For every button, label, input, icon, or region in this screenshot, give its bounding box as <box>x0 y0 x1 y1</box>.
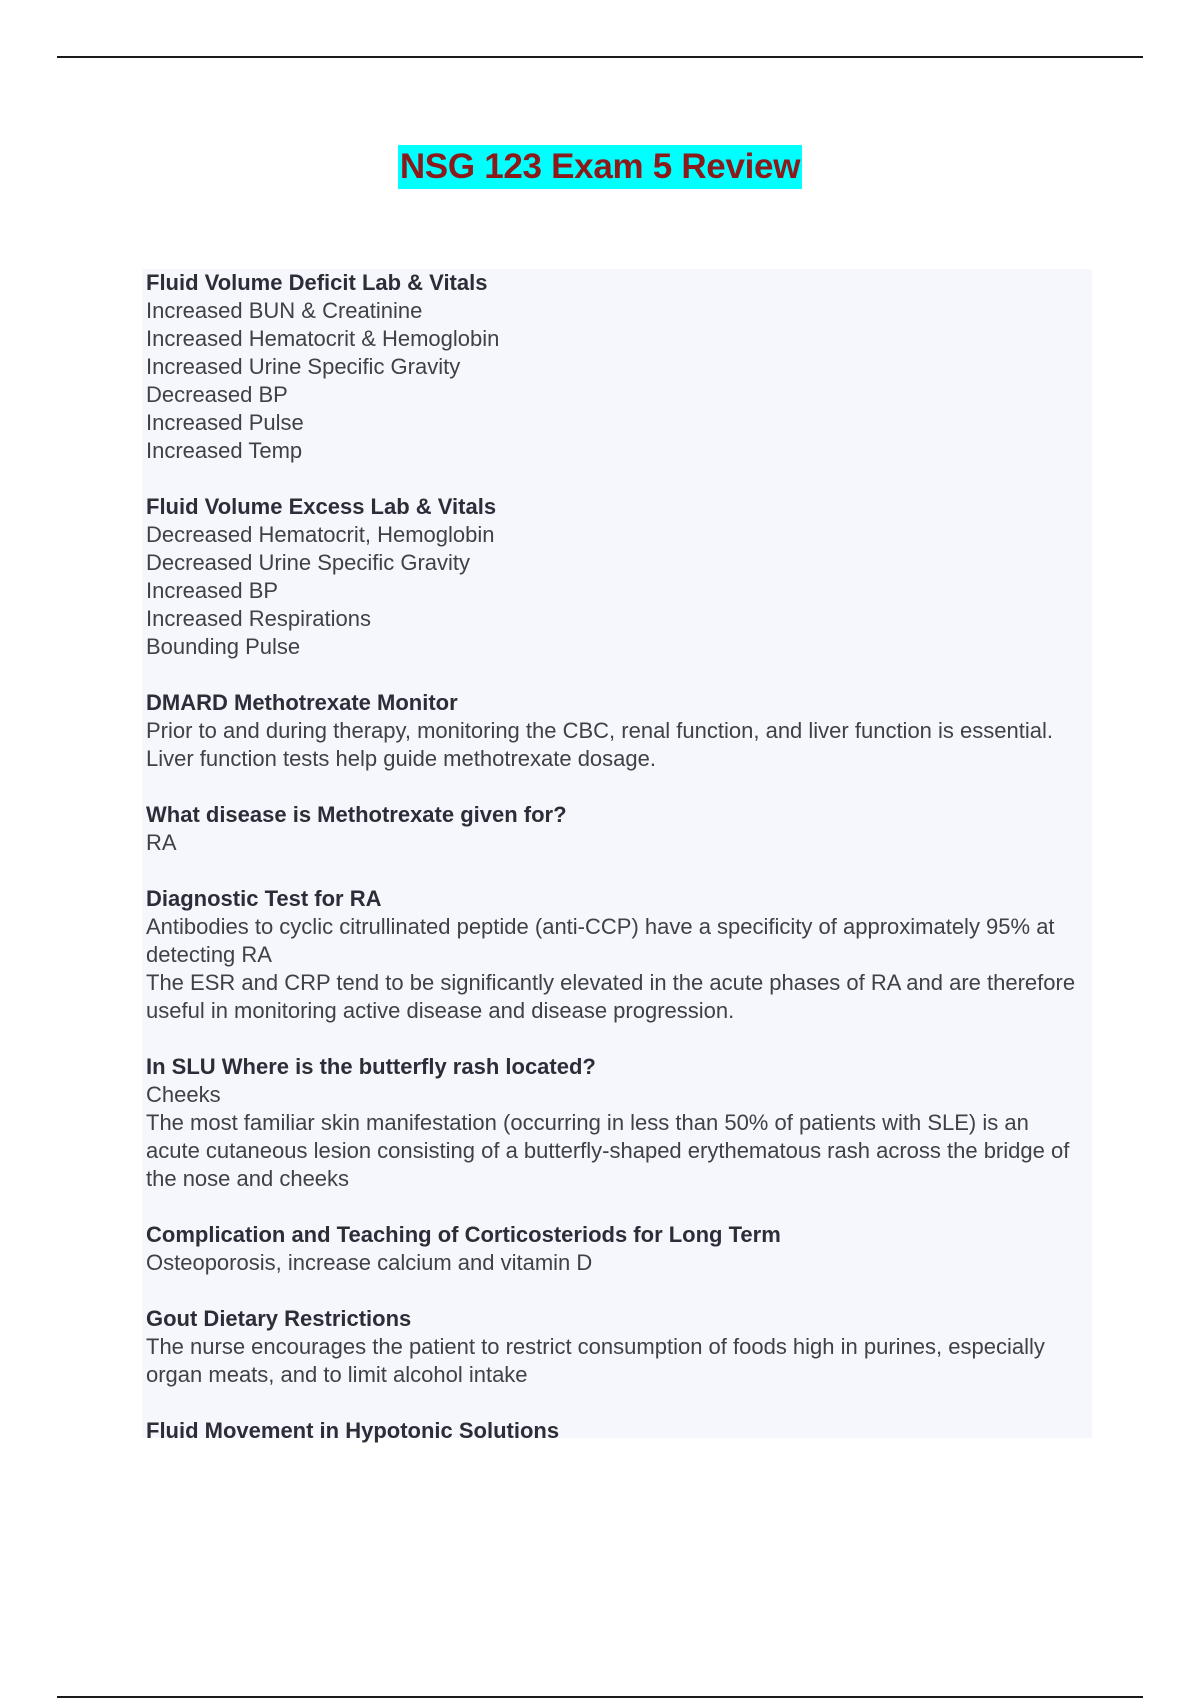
flashcard-answer <box>146 829 1088 857</box>
flashcard <box>146 269 1088 465</box>
answer-line: Increased BUN & Creatinine <box>146 298 423 323</box>
flashcard-question: Fluid Movement in Hypotonic Solutions <box>146 1418 560 1443</box>
flashcard-answer <box>146 1249 1088 1277</box>
flashcard-answer <box>146 521 1088 661</box>
answer-line: The most familiar skin manifestation (occurring in less than 50% of patients with SLE) is an acute cutaneous lesion consisting of a butterfly-shaped erythematous rash across the bridge of the nose and cheeks <box>146 1110 1070 1191</box>
answer-line: Cheeks <box>146 1082 221 1107</box>
answer-line: The ESR and CRP tend to be significantly elevated in the acute phases of RA and are therefore useful in monitoring active disease and disease progression. <box>146 970 1076 1023</box>
flashcard <box>146 1305 1088 1389</box>
answer-line: Antibodies to cyclic citrullinated peptide (anti-CCP) have a specificity of approximately 95% at detecting RA <box>146 914 1055 967</box>
top-rule <box>57 56 1143 58</box>
flashcard-question: Gout Dietary Restrictions <box>146 1306 412 1331</box>
flashcard <box>146 493 1088 661</box>
flashcard <box>146 801 1088 857</box>
flashcard-answer <box>146 913 1088 1025</box>
answer-line: Increased Temp <box>146 438 303 463</box>
answer-line: Increased Pulse <box>146 410 304 435</box>
title-container <box>0 145 1200 189</box>
answer-line: Increased Hematocrit & Hemoglobin <box>146 326 500 351</box>
answer-line: Decreased BP <box>146 382 288 407</box>
answer-line: Increased Urine Specific Gravity <box>146 354 461 379</box>
flashcard-question: In SLU Where is the butterfly rash located? <box>146 1054 596 1079</box>
bottom-rule <box>57 1696 1143 1698</box>
answer-line: RA <box>146 830 177 855</box>
flashcard <box>146 1053 1088 1193</box>
answer-line: Prior to and during therapy, monitoring the CBC, renal function, and liver function is essential. Liver function tests help guide methotrexate dosage. <box>146 718 1053 771</box>
flashcard-list <box>142 269 1092 1443</box>
flashcard-question: DMARD Methotrexate Monitor <box>146 690 458 715</box>
answer-line: Decreased Urine Specific Gravity <box>146 550 471 575</box>
answer-line: Decreased Hematocrit, Hemoglobin <box>146 522 495 547</box>
flashcard-question: Fluid Volume Deficit Lab & Vitals <box>146 270 488 295</box>
answer-line: Increased Respirations <box>146 606 372 631</box>
flashcard <box>146 689 1088 773</box>
flashcard <box>146 1221 1088 1277</box>
answer-line: Bounding Pulse <box>146 634 301 659</box>
answer-line: Increased BP <box>146 578 279 603</box>
page-title: NSG 123 Exam 5 Review <box>398 145 802 189</box>
answer-line: Osteoporosis, increase calcium and vitamin D <box>146 1250 593 1275</box>
flashcard-question: What disease is Methotrexate given for? <box>146 802 567 827</box>
answer-line: The nurse encourages the patient to restrict consumption of foods high in purines, especially organ meats, and to limit alcohol intake <box>146 1334 1045 1387</box>
flashcard <box>146 885 1088 1025</box>
flashcard-question: Fluid Volume Excess Lab & Vitals <box>146 494 497 519</box>
flashcard-answer <box>146 717 1088 773</box>
flashcard-answer <box>146 1081 1088 1193</box>
flashcard-answer <box>146 297 1088 465</box>
flashcard-answer <box>146 1333 1088 1389</box>
flashcard-question: Diagnostic Test for RA <box>146 886 382 911</box>
flashcard <box>146 1417 1088 1445</box>
flashcard-question: Complication and Teaching of Corticosteriods for Long Term <box>146 1222 781 1247</box>
